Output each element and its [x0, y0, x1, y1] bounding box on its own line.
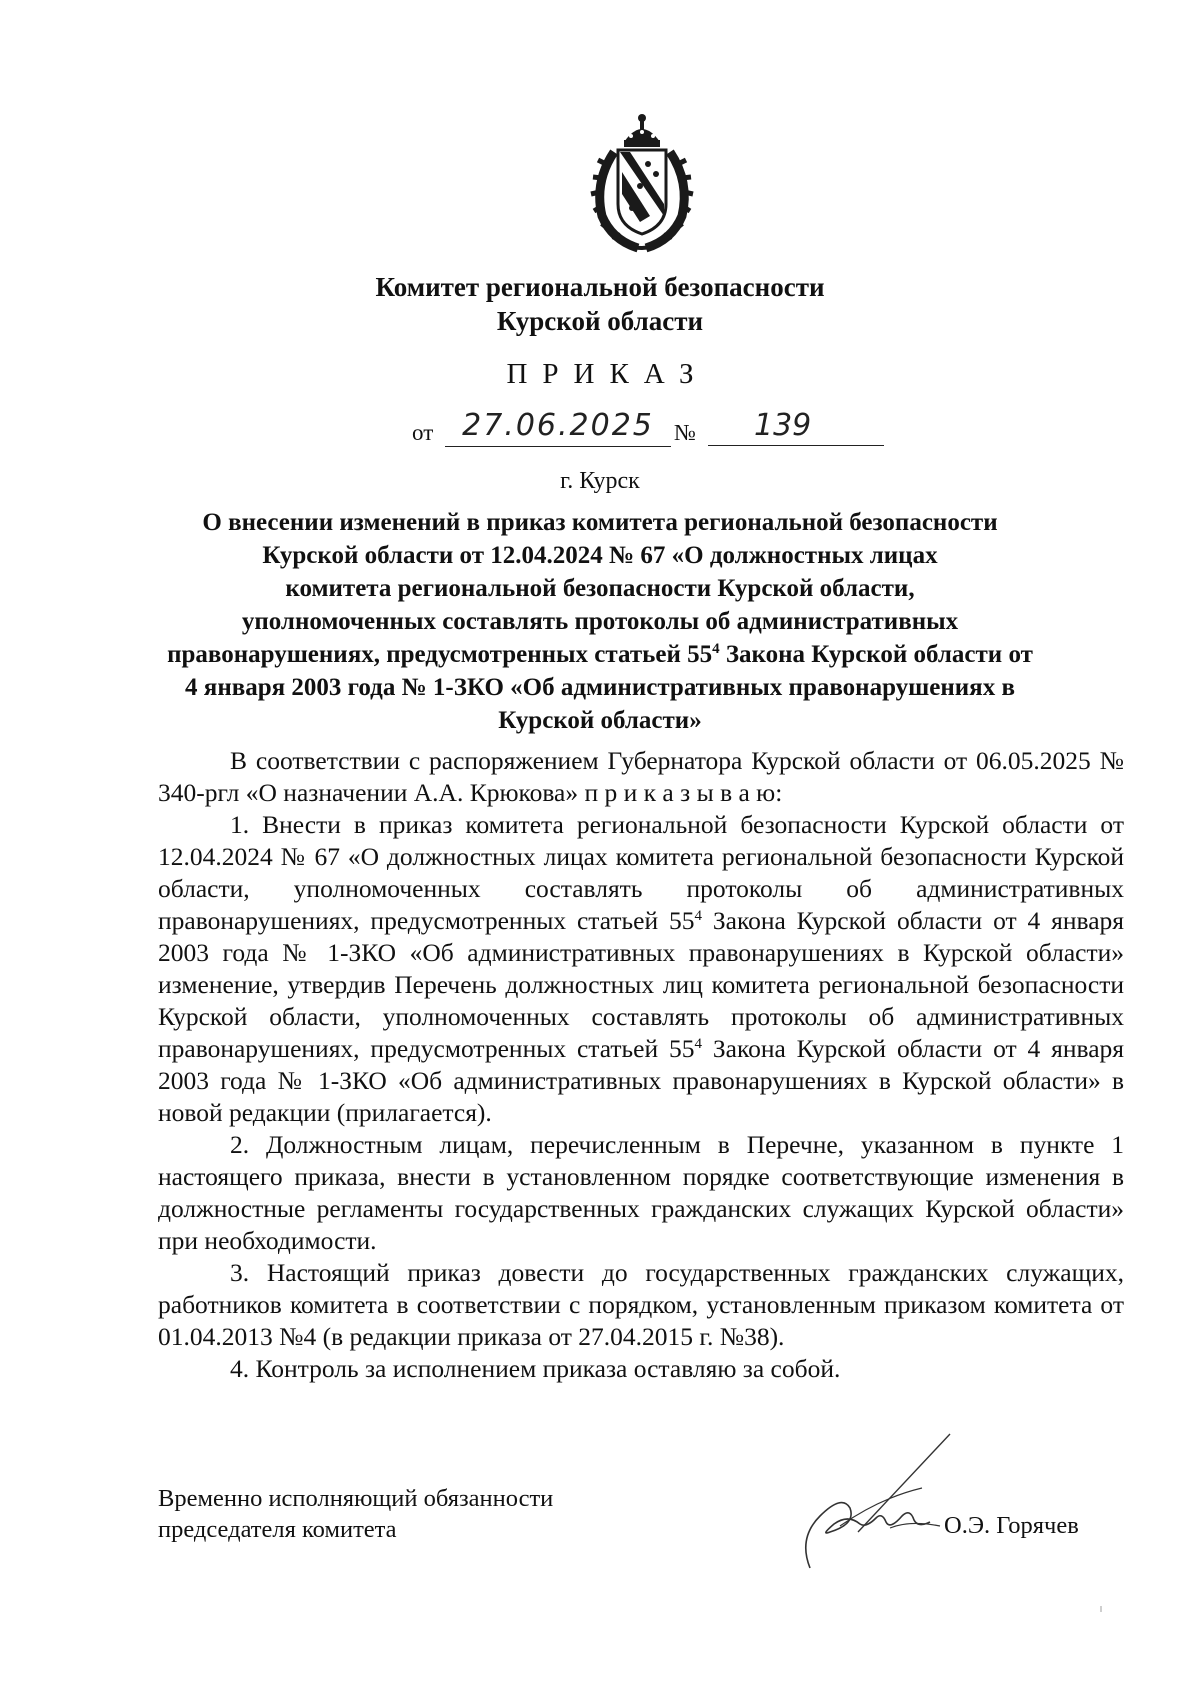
body-paragraph-3: 3. Настоящий приказ довести до государственных гражданских служащих, работников комитета в соответствии с порядком, установленным приказом комитета от 01.04.2013 №4 (в редакции приказа от 27.04.2015 г. №38). — [158, 1258, 1124, 1351]
order-date-handwritten: 27.06.2025 — [445, 408, 671, 447]
kursk-coat-of-arms-icon — [584, 112, 700, 254]
order-body — [158, 745, 1124, 1385]
body-paragraph-intro: В соответствии с распоряжением Губернатора Курской области от 06.05.2025 № 340-ргл «О назначении А.А. Крюкова» п р и к а з ы в а ю: — [158, 746, 1124, 807]
subject-line: Курской области» — [498, 707, 702, 734]
date-number-line — [412, 408, 892, 452]
subject-line: уполномоченных составлять протоколы об административных — [241, 608, 959, 635]
body-paragraph-4: 4. Контроль за исполнением приказа оставляю за собой. — [230, 1354, 841, 1383]
organization-name-line2: Курской области — [496, 306, 704, 336]
subject-text: Закона Курской области от — [719, 641, 1033, 668]
city: г. Курск — [560, 468, 640, 494]
subject-line: О внесении изменений в приказ комитета региональной безопасности — [202, 509, 998, 536]
number-label: № — [674, 420, 696, 445]
position-line: председателя комитета — [158, 1516, 397, 1543]
date-prefix: от — [412, 420, 434, 445]
signer-name: О.Э. Горячев — [944, 1512, 1079, 1539]
handwritten-signature-icon — [790, 1428, 970, 1588]
body-paragraph-2: 2. Должностным лицам, перечисленным в Перечне, указанном в пункте 1 настоящего приказа, внести в установленном порядке соответствующие изменения в должностные регламенты государственных гражданских служащих Курской области» при необходимости. — [158, 1130, 1124, 1255]
superscript: 4 — [712, 641, 720, 657]
signatory-position — [158, 1483, 553, 1545]
subject-line: комитета региональной безопасности Курской области, — [285, 575, 915, 602]
subject-line: Курской области от 12.04.2024 № 67 «О должностных лицах — [262, 542, 938, 569]
paragraph-text: Закона Курской области от 4 января 2003 года № 1-ЗКО «Об административных правонарушениях в Курской области» изменение, утвердив Перечень должностных лиц комитета региональной безопасности Курской области, уполномоченных составлять протоколы об административных правонарушениях, предусмотренных статьей 55 — [158, 906, 1124, 1063]
superscript: 4 — [694, 1036, 703, 1052]
scan-artifact — [1100, 1606, 1102, 1612]
subject-text: правонарушениях, предусмотренных статьей 55 — [167, 641, 713, 668]
paragraph-text: Закона Курской области от 4 января 2003 года № 1-ЗКО «Об административных правонарушениях в Курской области» в новой редакции (прилагается). — [158, 1034, 1124, 1127]
subject-line: 4 января 2003 года № 1-ЗКО «Об административных правонарушениях в — [185, 674, 1015, 701]
order-number-handwritten: 139 — [708, 408, 884, 446]
document-type-title: ПРИКАЗ — [506, 358, 709, 390]
paragraph-text: 1. Внести в приказ комитета региональной безопасности Курской области от 12.04.2024 № 67 «О должностных лицах комитета региональной безопасности Курской области, уполномоченных составлять протоколы об административных правонарушениях, предусмотренных статьей 55 — [158, 810, 1124, 935]
order-subject — [150, 506, 1050, 737]
organization-name-line1: Комитет региональной безопасности — [375, 272, 825, 302]
position-line: Временно исполняющий обязанности — [158, 1485, 554, 1512]
body-paragraph-1 — [158, 809, 1124, 1129]
superscript: 4 — [694, 908, 703, 924]
subject-line — [150, 638, 1050, 671]
